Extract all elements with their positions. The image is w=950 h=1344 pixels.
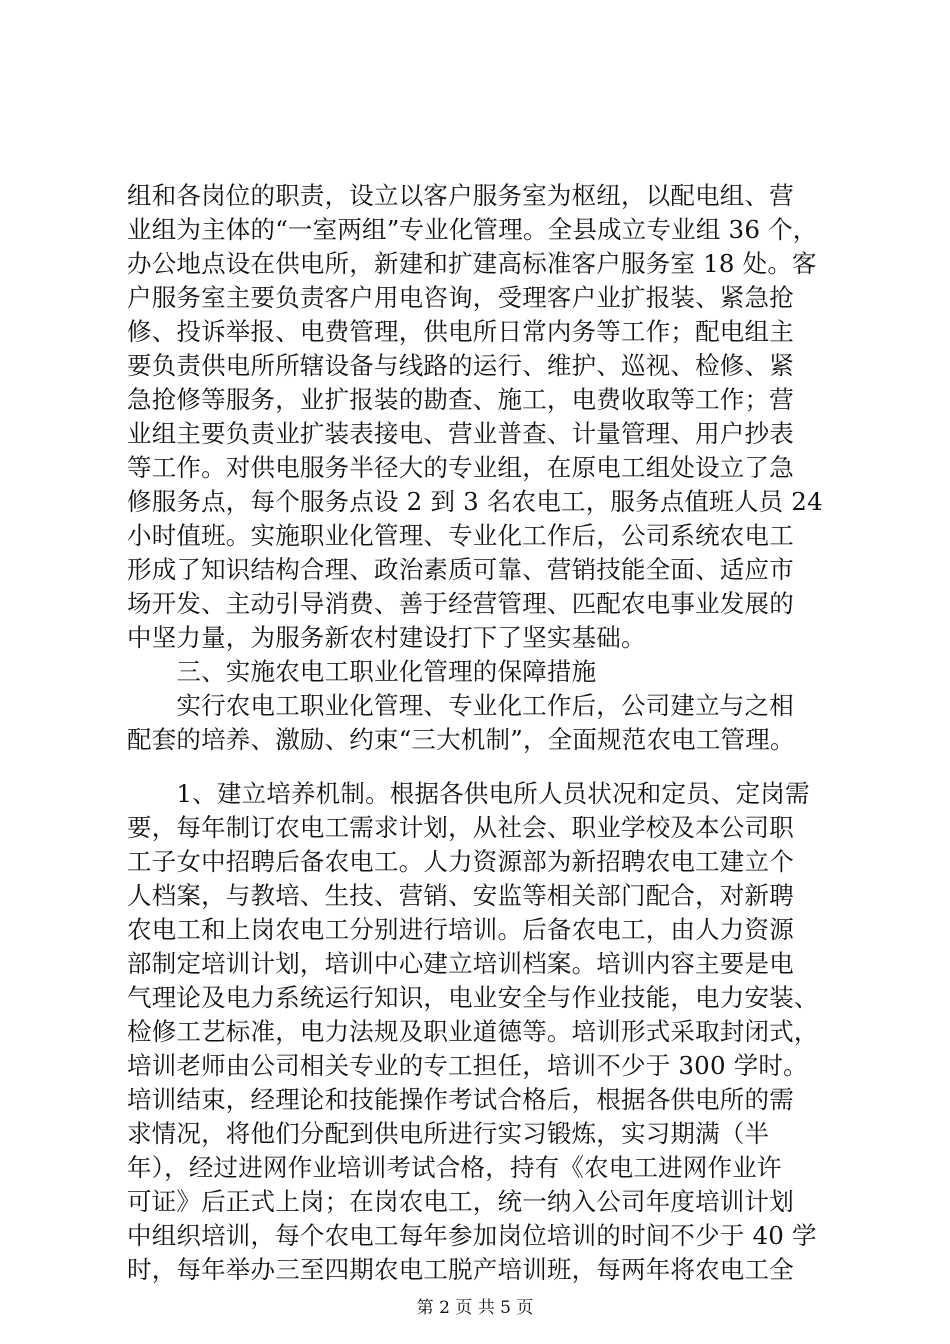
text-line: 急抢修等服务，业扩报装的勘查、施工，电费收取等工作；营	[127, 385, 794, 414]
text-line: 部制定培训计划，培训中心建立培训档案。培训内容主要是电	[127, 949, 794, 978]
text-line: 业组为主体的“一室两组”专业化管理。全县成立专业组 36 个，	[127, 215, 818, 244]
text-line: 培训老师由公司相关专业的专工担任，培训不少于 300 学时。	[127, 1051, 808, 1080]
text-line: 求情况，将他们分配到供电所进行实习锻炼，实习期满（半	[127, 1119, 770, 1148]
text-line: 气理论及电力系统运行知识，电业安全与作业技能，电力安装、	[127, 983, 819, 1012]
text-line: 时，每年举办三至四期农电工脱产培训班，每两年将农电工全	[127, 1255, 794, 1284]
page-number-footer: 第 2 页 共 5 页	[416, 1298, 534, 1318]
text-line: 中坚力量，为服务新农村建设打下了坚实基础。	[127, 623, 646, 652]
text-line: 业组主要负责业扩装表接电、营业普查、计量管理、用户抄表	[127, 419, 794, 448]
text-line: 中组织培训，每个农电工每年参加岗位培训的时间不少于 40 学	[127, 1221, 817, 1250]
text-line: 年），经过进网作业培训考试合格，持有《农电工进网作业许	[127, 1153, 782, 1182]
text-line: 检修工艺标准，电力法规及职业道德等。培训形式采取封闭式，	[127, 1017, 819, 1046]
text-line: 配套的培养、激励、约束“三大机制”，全面规范农电工管理。	[127, 725, 795, 754]
text-line: 工子女中招聘后备农电工。人力资源部为新招聘农电工建立个	[127, 847, 794, 876]
text-line: 场开发、主动引导消费、善于经营管理、匹配农电事业发展的	[127, 589, 794, 618]
text-line: 等工作。对供电服务半径大的专业组，在原电工组处设立了急	[127, 453, 794, 482]
text-line: 形成了知识结构合理、政治素质可靠、营销技能全面、适应市	[127, 555, 794, 584]
text-line: 1、建立培养机制。根据各供电所人员状况和定员、定岗需	[127, 779, 810, 808]
text-line: 可证》后正式上岗；在岗农电工，统一纳入公司年度培训计划	[127, 1187, 794, 1216]
text-line: 人档案，与教培、生技、营销、安监等相关部门配合，对新聘	[127, 881, 794, 910]
text-line: 培训结束，经理论和技能操作考试合格后，根据各供电所的需	[127, 1085, 794, 1114]
text-line: 修、投诉举报、电费管理，供电所日常内务等工作；配电组主	[127, 317, 794, 346]
text-line: 实行农电工职业化管理、专业化工作后，公司建立与之相	[127, 691, 794, 720]
text-line: 组和各岗位的职责，设立以客户服务室为枢纽，以配电组、营	[127, 181, 794, 210]
text-line: 农电工和上岗农电工分别进行培训。后备农电工，由人力资源	[127, 915, 794, 944]
text-line: 修服务点，每个服务点设 2 到 3 名农电工，服务点值班人员 24	[127, 487, 823, 516]
text-line: 要，每年制订农电工需求计划，从社会、职业学校及本公司职	[127, 813, 794, 842]
text-line: 小时值班。实施职业化管理、专业化工作后，公司系统农电工	[127, 521, 794, 550]
text-line: 办公地点设在供电所，新建和扩建高标准客户服务室 18 处。客	[127, 249, 817, 278]
text-line: 要负责供电所所辖设备与线路的运行、维护、巡视、检修、紧	[127, 351, 794, 380]
section-heading: 三、实施农电工职业化管理的保障措施	[127, 657, 597, 686]
text-line: 户服务室主要负责客户用电咨询，受理客户业扩报装、紧急抢	[127, 283, 794, 312]
